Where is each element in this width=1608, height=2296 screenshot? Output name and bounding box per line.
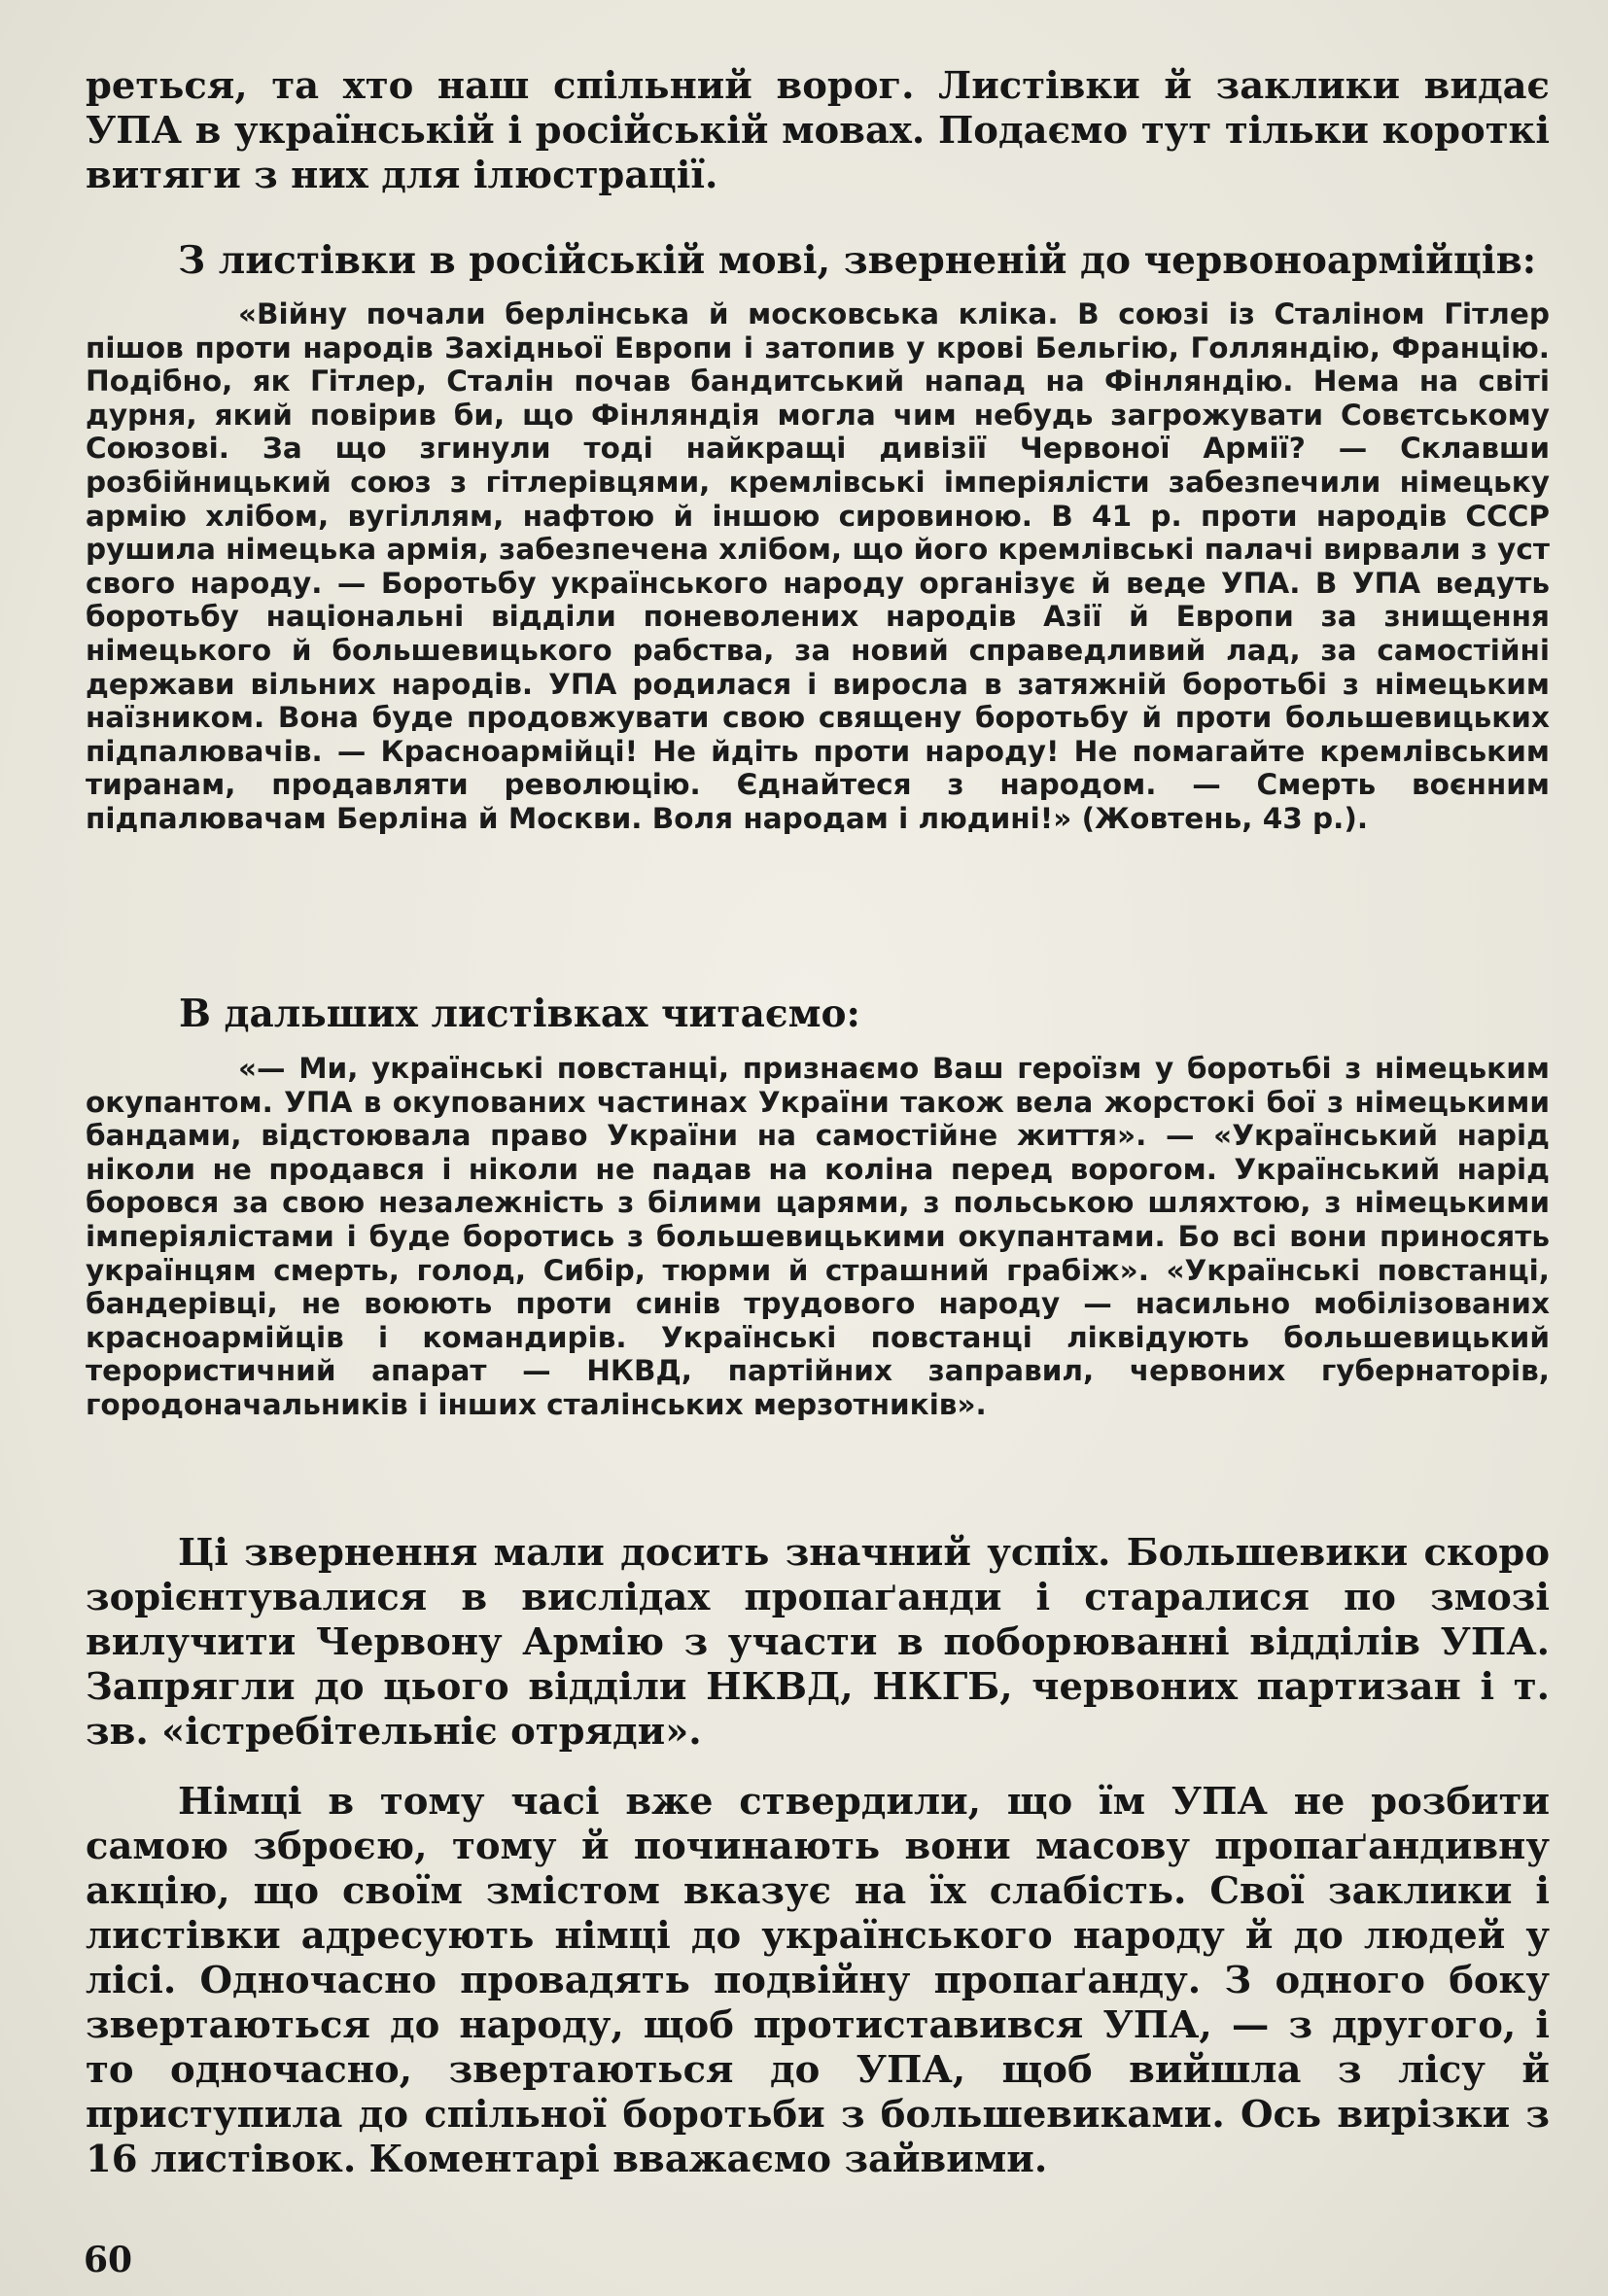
section-heading-2: В дальших листівках читаємо: xyxy=(179,991,860,1036)
page-number: 60 xyxy=(84,2240,133,2280)
paragraph-block-2 xyxy=(86,1531,1550,1755)
paragraph-effects: Ці звернення мали досить значний успіх. Большевики скоро зорієнтувалися в вислідах пропаґанди і старалися по змозі вилучити Червону Армію з участи в поборюванні відділів УПА. Запрягли до цього відділи НКВД, НКГБ, червоних партизан і т. зв. «істребітельніє отряди». xyxy=(86,1531,1550,1754)
intro-block xyxy=(86,64,1550,198)
quote-further-leaflets: «— Ми, українські повстанці, признаємо Ваш героїзм у боротьбі з німецьким окупантом. УПА в окупованих частинах України також вела жорстокі бої з німецькими бандами, відстоювала право України на самостійне життя». — «Український нарід ніколи не продався і ніколи не падав на коліна перед ворогом. Український нарід боровся за свою незалежність з білими царями, з польською шляхтою, з німецькими імперіялістами і буде боротись з большевицькими окупантами. Бо всі вони приносять українцям смерть, голод, Сибір, тюрми й страшний грабіж». «Українські повстанці, бандерівці, не воюють проти синів трудового народу — насильно мобілізованих красноармійців і командирів. Українські повстанці ліквідують большевицький терористичний апарат — НКВД, партійних заправил, червоних губернаторів, городоначальників і інших сталінських мерзотників». xyxy=(86,1052,1550,1421)
paragraph-block-3 xyxy=(86,1780,1550,2182)
paragraph-german-propaganda: Німці в тому часі вже ствердили, що їм УПА не розбити самою зброєю, тому й починають вони масову пропаґандивну акцію, що своїм змістом вказує на їх слабість. Свої заклики і листівки адресують німці до українського народу й до людей у лісі. Одночасно провадять подвійну пропаґанду. З одного боку звертаються до народу, щоб протиставився УПА, — з другого, і то одночасно, звертаються до УПА, щоб вийшла з лісу й приступила до спільної боротьби з большевиками. Ось вирізки з 16 листівок. Коментарі вважаємо зайвими. xyxy=(86,1780,1550,2181)
intro-paragraph: реться, та хто наш спільний ворог. Листівки й заклики видає УПА в українській і російській мовах. Подаємо тут тільки короткі витяги з них для ілюстрації. xyxy=(86,64,1550,197)
section-heading-1: З листівки в російській мові, зверненій до червоноармійців: xyxy=(178,238,1537,283)
heading-block-1 xyxy=(86,238,1550,283)
quote-block-2 xyxy=(86,1052,1550,1422)
quote-block-1 xyxy=(86,297,1550,836)
heading-block-2 xyxy=(86,991,1550,1036)
quote-russian-leaflet: «Війну почали берлінська й московська кліка. В союзі із Сталіном Гітлер пішов проти народів Західньої Европи і затопив у крові Бельгію, Голляндію, Францію. Подібно, як Гітлер, Сталін почав бандитський напад на Фінляндію. Нема на світі дурня, який повірив би, що Фінляндія могла чим небудь загрожувати Совєтському Союзові. За що згинули тоді найкращі дивізії Червоної Армії? — Склавши розбійницький союз з гітлерівцями, кремлівські імперіялісти забезпечили німецьку армію хлібом, вугіллям, нафтою й іншою сировиною. В 41 р. проти народів СССР рушила німецька армія, забезпечена хлібом, що його кремлівські палачі вирвали з уст свого народу. — Боротьбу українського народу організує й веде УПА. В УПА ведуть боротьбу національні відділи поневолених народів Азії й Европи за знищення німецького й большевицького рабства, за новий справедливий лад, за самостійні держави вільних народів. УПА родилася і виросла в затяжній боротьбі з німецьким наїзником. Вона буде продовжувати свою священу боротьбу й проти большевицьких підпалювачів. — Красноармійці! Не йдіть проти народу! Не помагайте кремлівським тиранам, продавляти революцію. Єднайтеся з народом. — Смерть воєнним підпалювачам Берліна й Москви. Воля народам і людині!» (Жовтень, 43 р.). xyxy=(86,297,1550,835)
